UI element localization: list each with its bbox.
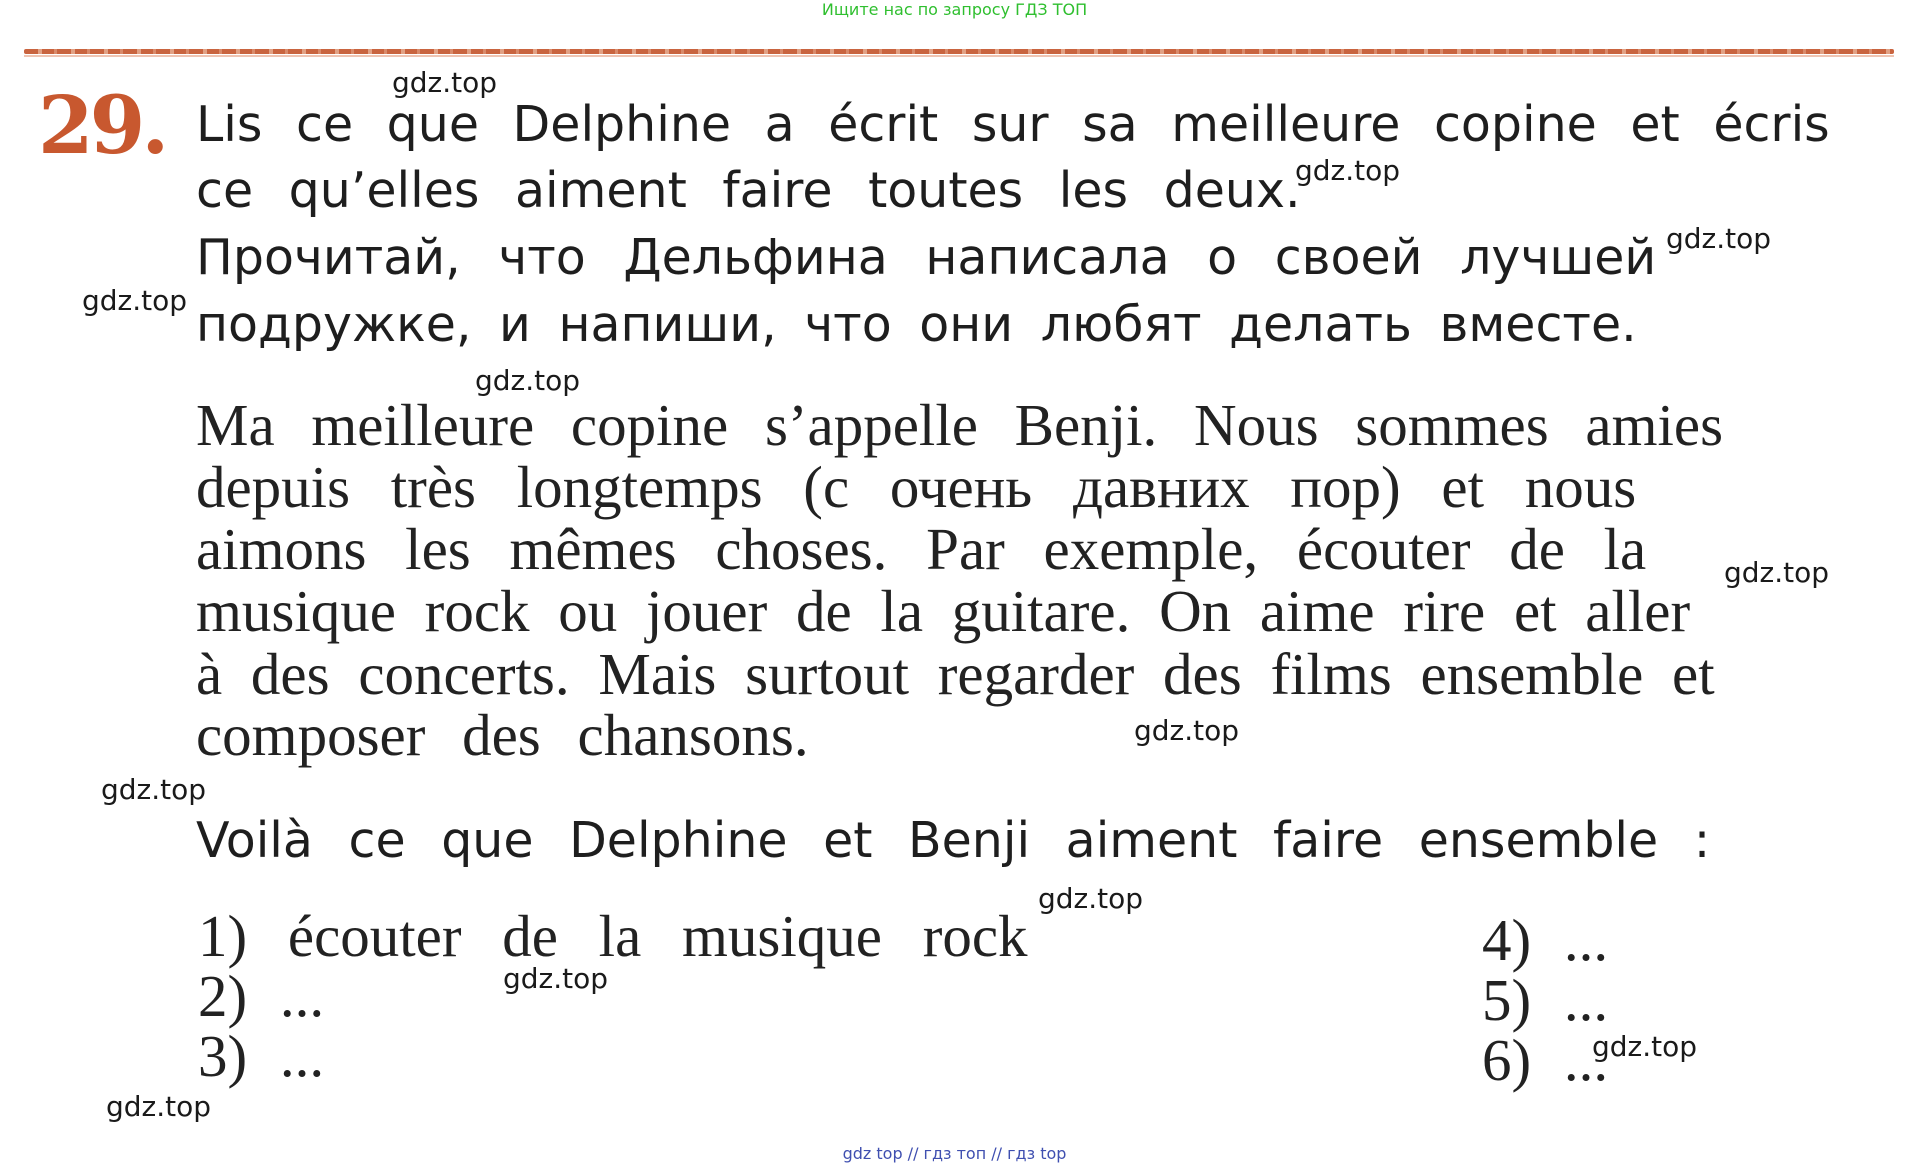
answer-item-2: 2) ... — [198, 963, 325, 1029]
decorative-divider-shadow — [24, 55, 1894, 57]
watermark: gdz.top — [1592, 1030, 1698, 1063]
footer-watermark: gdz top // гдз топ // гдз top — [842, 1144, 1067, 1163]
instruction-fr-line-2: ce qu’elles aiment faire toutes les deux. — [196, 162, 1301, 219]
answer-item-3: 3) ... — [198, 1023, 325, 1089]
watermark: gdz.top — [1038, 882, 1144, 915]
text-line-2: depuis très longtemps (с очень давних пор) et nous — [196, 454, 1637, 520]
instruction-fr-text-1: Lis ce que Delphine a écrit sur sa meilleure copine et écris — [196, 96, 1830, 153]
instruction-ru-line-2: подружке, и напиши, что они любят делать вместе. — [196, 296, 1637, 353]
text-line-6: composer des chansons. — [196, 702, 809, 768]
instruction-ru-line-1: Прочитай, что Дельфина написала о своей лучшей — [196, 229, 1657, 286]
answer-item-4: 4) ... — [1482, 907, 1609, 973]
watermark: gdz.top — [1134, 714, 1240, 747]
decorative-divider — [24, 49, 1894, 54]
exercise-number: 29. — [38, 78, 166, 172]
watermark: gdz.top — [503, 962, 609, 995]
watermark: gdz.top — [392, 66, 498, 99]
answer-item-6: 6) ... — [1482, 1027, 1609, 1093]
search-hint-banner: Ищите нас по запросу ГДЗ ТОП — [821, 0, 1088, 19]
watermark: gdz.top — [1666, 222, 1772, 255]
watermark: gdz.top — [82, 284, 188, 317]
watermark: gdz.top — [106, 1090, 212, 1123]
watermark: gdz.top — [475, 364, 581, 397]
text-line-3: aimons les mêmes choses. Par exemple, écouter de la — [196, 516, 1647, 582]
answer-item-1: 1) écouter de la musique rock — [198, 903, 1028, 969]
text-line-5: à des concerts. Mais surtout regarder des films ensemble et — [196, 641, 1715, 707]
text-line-1: Ma meilleure copine s’appelle Benji. Nous sommes amies — [196, 392, 1724, 458]
watermark: gdz.top — [1724, 556, 1830, 589]
text-line-4: musique rock ou jouer de la guitare. On aime rire et aller — [196, 578, 1691, 644]
task-prompt: Voilà ce que Delphine et Benji aiment faire ensemble : — [196, 812, 1711, 869]
watermark: gdz.top — [1295, 154, 1401, 187]
watermark: gdz.top — [101, 773, 207, 806]
answer-item-5: 5) ... — [1482, 967, 1609, 1033]
instruction-fr-line-1 — [196, 96, 1830, 153]
